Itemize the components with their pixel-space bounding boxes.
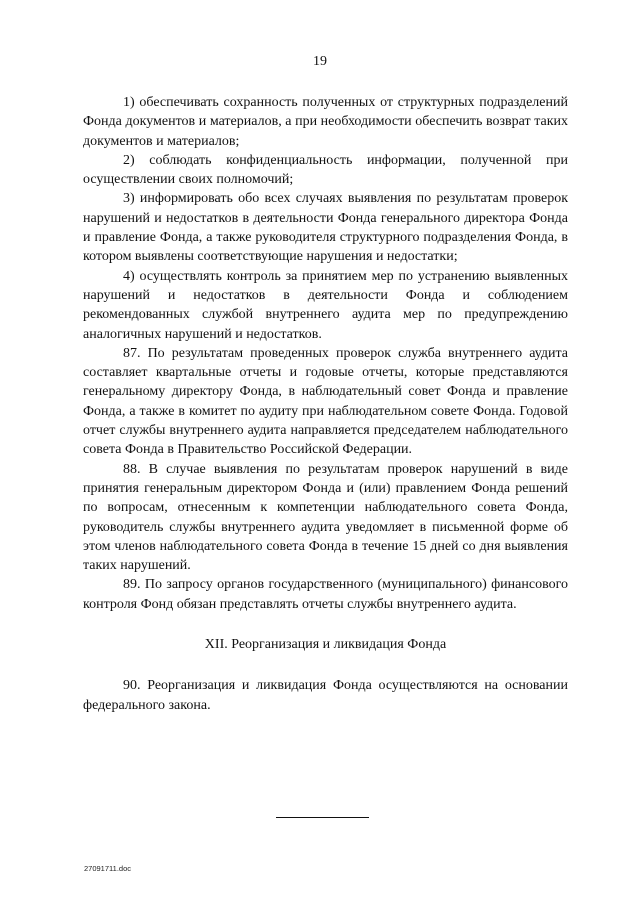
end-rule (276, 817, 369, 818)
paragraph-item-3: 3) информировать обо всех случаях выявления по результатам проверок нарушений и недостатков в деятельности Фонда генерального директора Фонда и правление Фонда, а также руководителя структурного подразделения Фонда, в котором выявлены соответствующие нарушения и недостатки; (83, 191, 568, 265)
paragraph-87: 87. По результатам проведенных проверок служба внутреннего аудита составляет квартальные отчеты и годовые отчеты, которые представляются генеральному директору Фонда, в наблюдательный совет Фонда и правление Фонда, а также в комитет по аудиту при наблюдательном совете Фонда. Годовой отчет службы внутреннего аудита направляется председателем наблюдательного совета Фонда в Правительство Российской Федерации. (83, 345, 568, 458)
paragraph-88: 88. В случае выявления по результатам проверок нарушений в виде принятия генеральным директором Фонда и (или) правлением Фонда решений по вопросам, отнесенным к компетенции наблюдательного совета Фонда, руководитель службы внутреннего аудита уведомляет в письменной форме об этом членов наблюдательного совета Фонда в течение 15 дней со дня выявления таких нарушений. (83, 461, 568, 574)
paragraph-item-2: 2) соблюдать конфиденциальность информации, полученной при осуществлении своих полномочий; (83, 152, 568, 188)
paragraph-item-4: 4) осуществлять контроль за принятием мер по устранению выявленных нарушений и недостатков в деятельности Фонда и соблюдением рекомендованных службой внутреннего аудита мер по предупреждению аналогичных нарушений и недостатков. (83, 268, 568, 342)
section-heading: XII. Реорганизация и ликвидация Фонда (204, 637, 447, 653)
page-number: 19 (313, 54, 327, 69)
paragraph-90: 90. Реорганизация и ликвидация Фонда осуществляются на основании федерального закона. (83, 678, 568, 713)
document-body (83, 93, 568, 715)
paragraph-item-1: 1) обеспечивать сохранность полученных от структурных подразделений Фонда документов и материалов, а при необходимости обеспечить возврат таких документов и материалов; (83, 95, 568, 149)
footer-file-code: 27091711.doc (84, 864, 131, 873)
paragraph-89: 89. По запросу органов государственного (муниципального) финансового контроля Фонд обязан представлять отчеты службы внутреннего аудита. (83, 577, 568, 612)
